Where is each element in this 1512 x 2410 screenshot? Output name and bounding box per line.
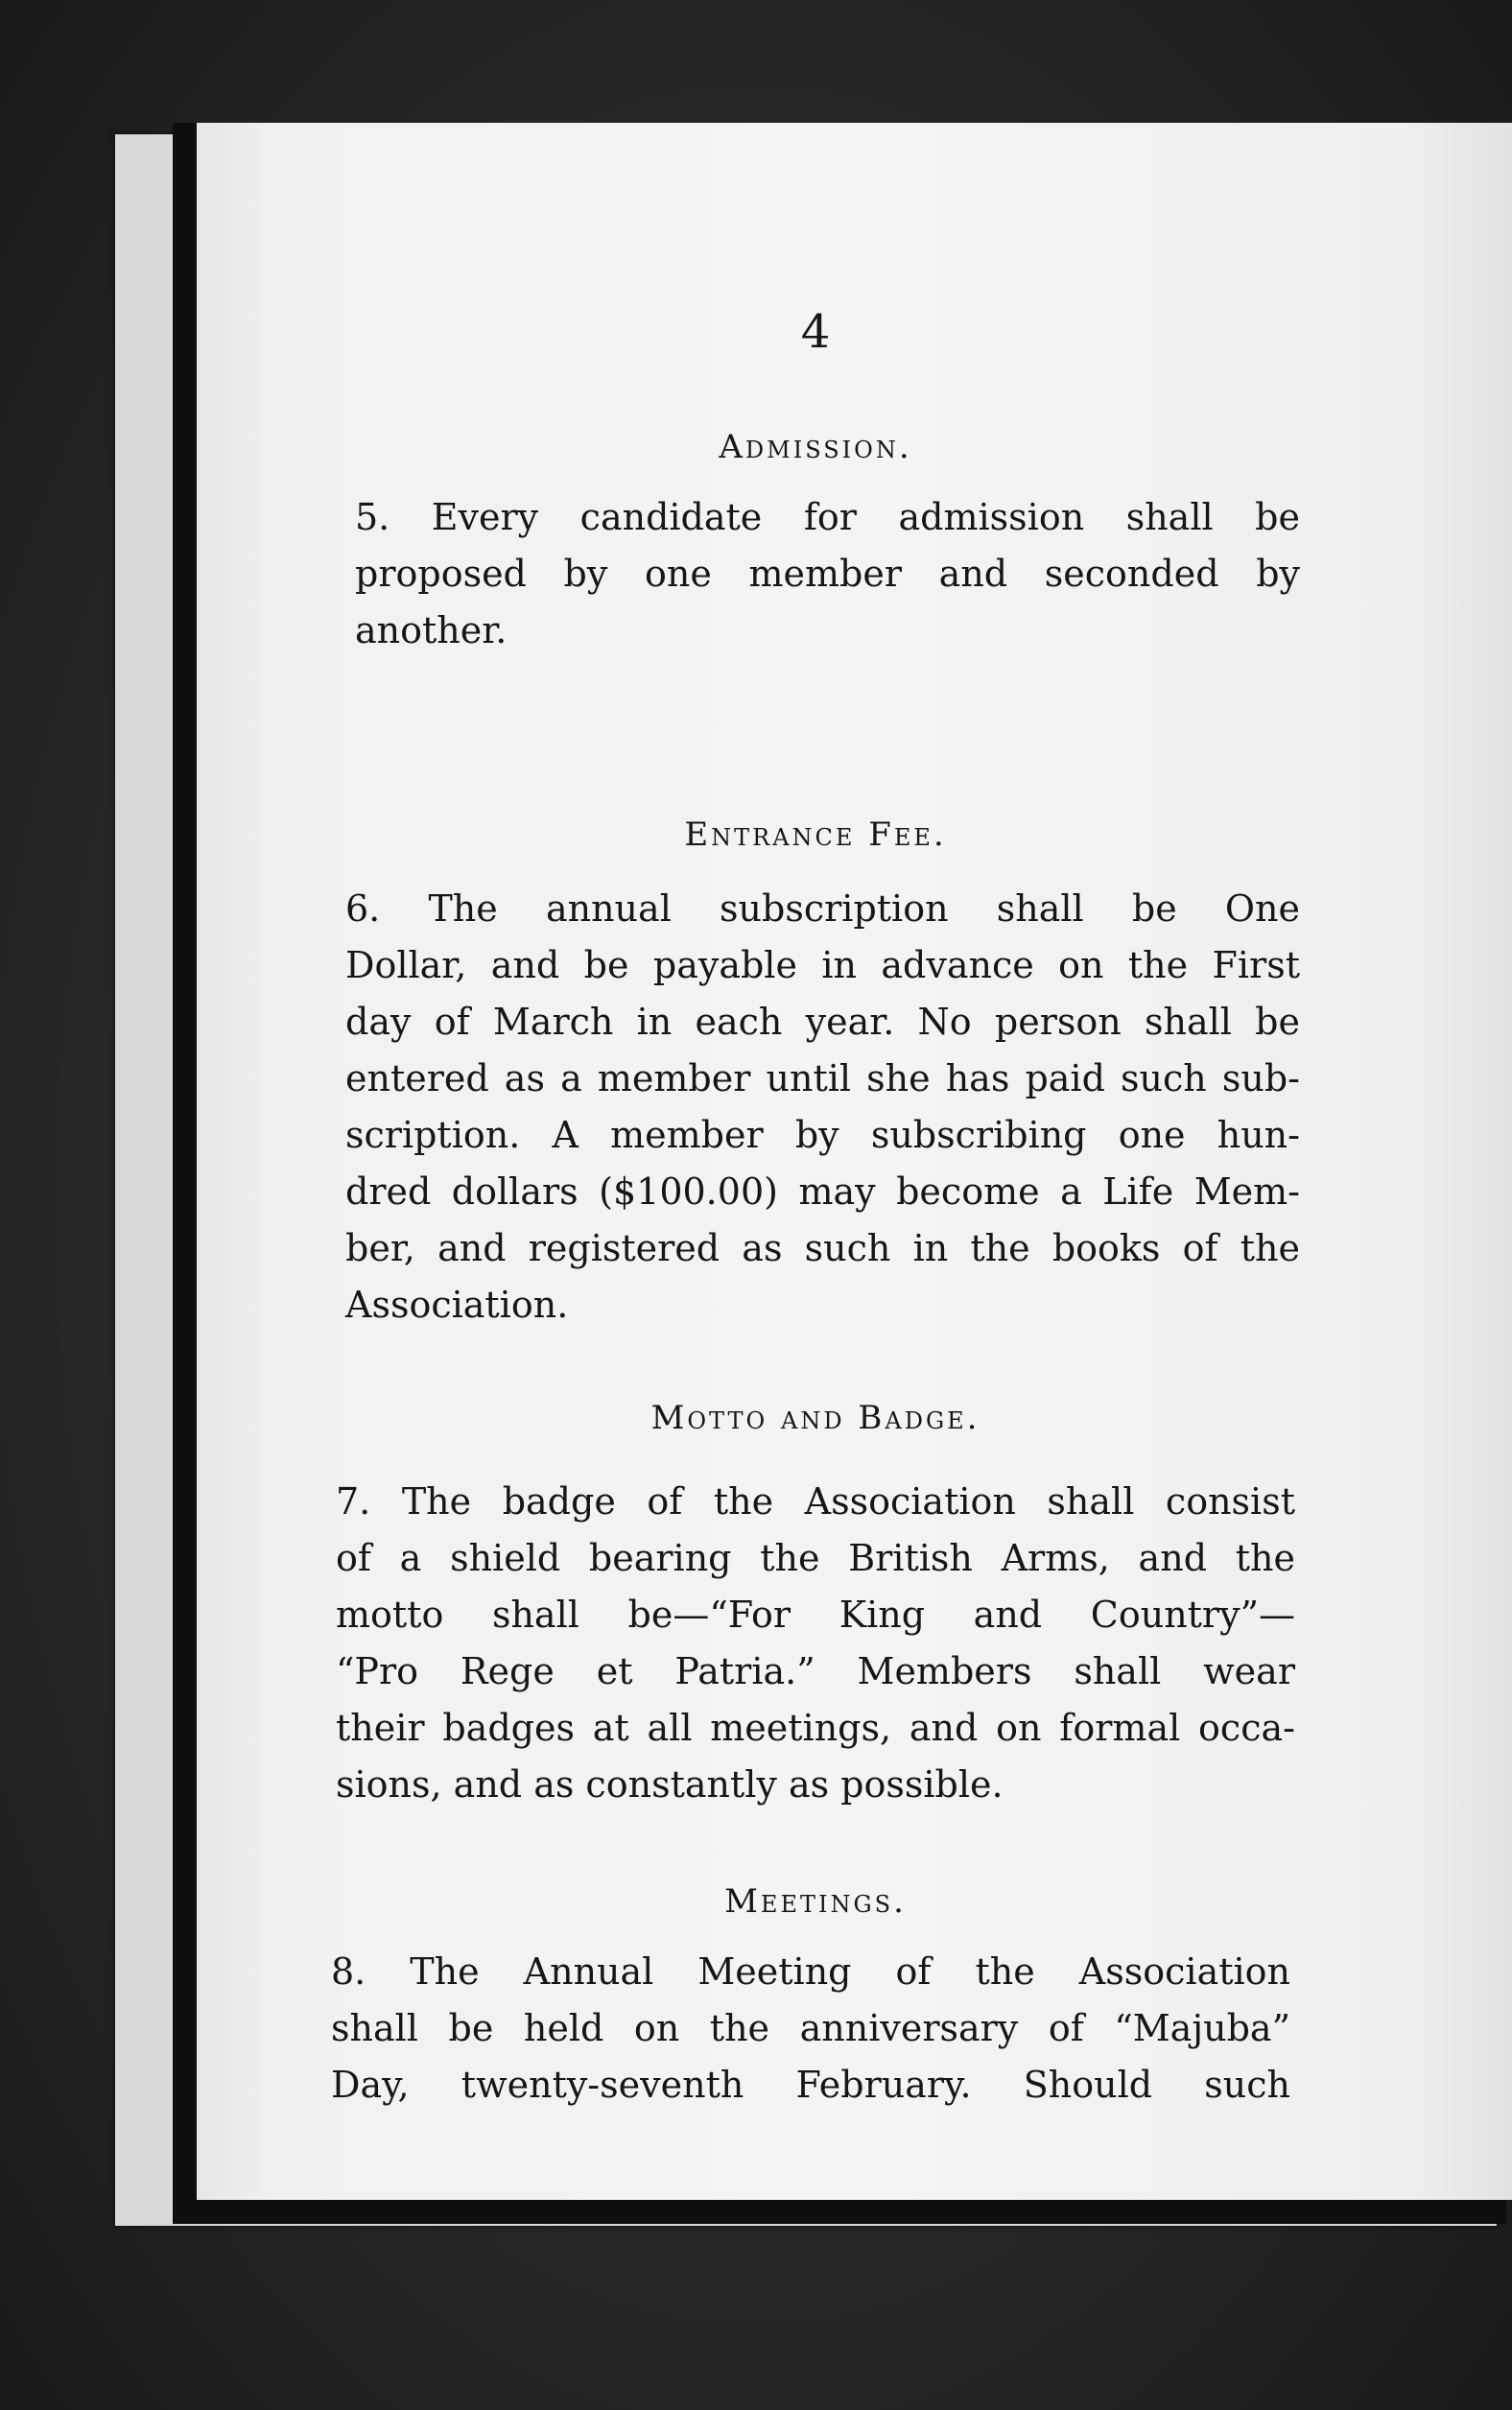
section-body-motto-and-badge [336,1474,1295,1813]
section-body-entrance-fee [345,881,1300,1334]
text-line: dred dollars ($100.00) may become a Life Mem- [345,1170,1300,1213]
section-body-meetings [331,1944,1290,2114]
text-line: ber, and registered as such in the books of the [345,1227,1300,1269]
text-line: scription. A member by subscribing one hun- [345,1114,1300,1156]
text-line: sions, and as constantly as possible. [336,1763,1004,1806]
text-line: 5. Every candidate for admission shall be [355,496,1300,538]
section-heading-motto-and-badge: Motto and Badge. [650,1399,980,1437]
text-line: “Pro Rege et Patria.” Members shall wear [336,1650,1295,1692]
section-heading-admission: Admission. [719,428,912,466]
text-line: shall be held on the anniversary of “Majuba” [331,2007,1290,2049]
document-page [197,123,1512,2200]
section-heading-meetings: Meetings. [724,1882,907,1921]
text-line: entered as a member until she has paid such sub- [345,1057,1300,1099]
text-line: 7. The badge of the Association shall consist [336,1480,1295,1523]
page-content [331,123,1300,2200]
text-line: Day, twenty-seventh February. Should such [331,2064,1290,2106]
text-line: another. [355,609,508,651]
text-line: Dollar, and be payable in advance on the First [345,944,1300,986]
text-line: 8. The Annual Meeting of the Association [331,1950,1290,1993]
section-body-admission [355,489,1300,659]
text-line: their badges at all meetings, and on formal occa- [336,1707,1295,1749]
page-number: 4 [800,305,831,359]
text-line: day of March in each year. No person shall be [345,1001,1300,1043]
text-line: proposed by one member and seconded by [355,553,1300,595]
text-line: motto shall be—“For King and Country”— [336,1594,1295,1636]
section-heading-entrance-fee: Entrance Fee. [684,815,947,854]
text-line: 6. The annual subscription shall be One [345,887,1300,930]
text-line: Association. [345,1284,569,1326]
text-line: of a shield bearing the British Arms, and the [336,1537,1295,1579]
